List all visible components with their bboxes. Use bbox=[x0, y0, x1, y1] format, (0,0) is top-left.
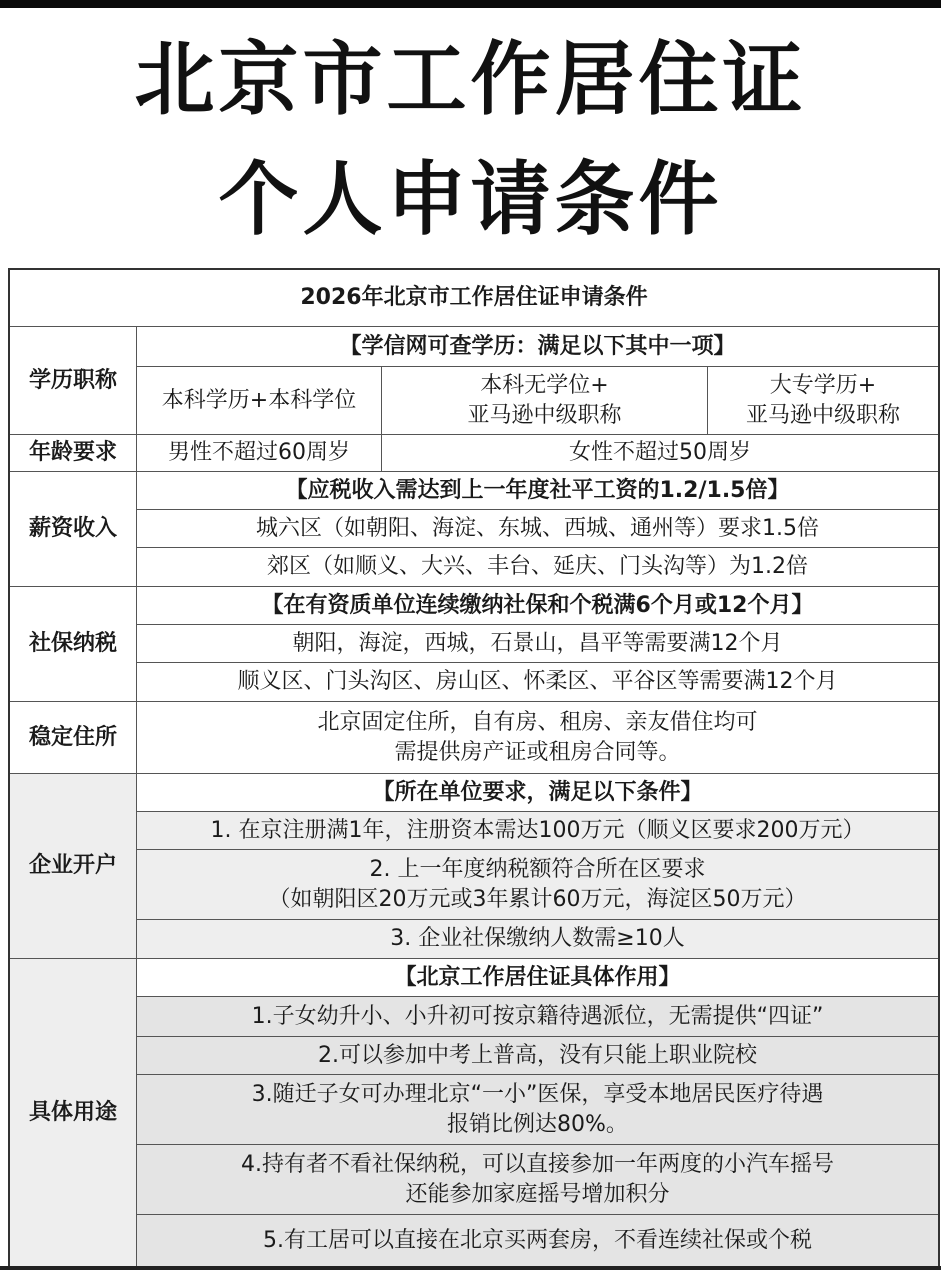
page-title-line2: 个人申请条件 bbox=[218, 153, 723, 246]
education-header: 【学信网可查学历：满足以下其中一项】 bbox=[137, 327, 938, 367]
salary-row-1: 城六区（如朝阳、海淀、东城、西城、通州等）要求1.5倍 bbox=[137, 510, 938, 548]
usage-row-4: 4.持有者不看社保纳税，可以直接参加一年两度的小汽车摇号 还能参加家庭摇号增加积分 bbox=[137, 1145, 938, 1215]
usage-label: 具体用途 bbox=[10, 959, 137, 1266]
education-option-2: 本科无学位+ 亚马逊中级职称 bbox=[382, 367, 708, 435]
salary-label: 薪资收入 bbox=[10, 472, 137, 587]
age-female: 女性不超过50周岁 bbox=[382, 435, 938, 472]
table-caption: 2026年北京市工作居住证申请条件 bbox=[10, 270, 938, 327]
usage-row-1: 1.子女幼升小、小升初可按京籍待遇派位，无需提供“四证” bbox=[137, 997, 938, 1037]
salary-row-2: 郊区（如顺义、大兴、丰台、延庆、门头沟等）为1.2倍 bbox=[137, 548, 938, 587]
usage-header: 【北京工作居住证具体作用】 bbox=[137, 959, 938, 997]
usage-row-5: 5.有工居可以直接在北京买两套房，不看连续社保或个税 bbox=[137, 1215, 938, 1266]
company-row-1: 1. 在京注册满1年，注册资本需达100万元（顺义区要求200万元） bbox=[137, 812, 938, 850]
requirements-table bbox=[8, 268, 940, 1268]
age-label: 年龄要求 bbox=[10, 435, 137, 472]
social-row-1: 朝阳，海淀，西城，石景山，昌平等需要满12个月 bbox=[137, 625, 938, 663]
usage-row-2: 2.可以参加中考上普高，没有只能上职业院校 bbox=[137, 1037, 938, 1075]
social-header: 【在有资质单位连续缴纳社保和个税满6个月或12个月】 bbox=[137, 587, 938, 625]
education-option-1: 本科学历+本科学位 bbox=[137, 367, 382, 435]
social-row-2: 顺义区、门头沟区、房山区、怀柔区、平谷区等需要满12个月 bbox=[137, 663, 938, 702]
bottom-border bbox=[0, 1266, 941, 1270]
usage-row-3: 3.随迁子女可办理北京“一小”医保，享受本地居民医疗待遇 报销比例达80%。 bbox=[137, 1075, 938, 1145]
company-row-2: 2. 上一年度纳税额符合所在区要求 （如朝阳区20万元或3年累计60万元，海淀区50万元） bbox=[137, 850, 938, 920]
education-option-3: 大专学历+ 亚马逊中级职称 bbox=[708, 367, 938, 435]
education-label: 学历职称 bbox=[10, 327, 137, 435]
company-row-3: 3. 企业社保缴纳人数需≥10人 bbox=[137, 920, 938, 959]
salary-header: 【应税收入需达到上一年度社平工资的1.2/1.5倍】 bbox=[137, 472, 938, 510]
company-header: 【所在单位要求，满足以下条件】 bbox=[137, 774, 938, 812]
age-male: 男性不超过60周岁 bbox=[137, 435, 382, 472]
top-border bbox=[0, 0, 941, 8]
company-label: 企业开户 bbox=[10, 774, 137, 959]
housing-label: 稳定住所 bbox=[10, 702, 137, 774]
housing-text: 北京固定住所，自有房、租房、亲友借住均可 需提供房产证或租房合同等。 bbox=[137, 702, 938, 774]
page-title-line1: 北京市工作居住证 bbox=[134, 33, 807, 126]
social-label: 社保纳税 bbox=[10, 587, 137, 702]
